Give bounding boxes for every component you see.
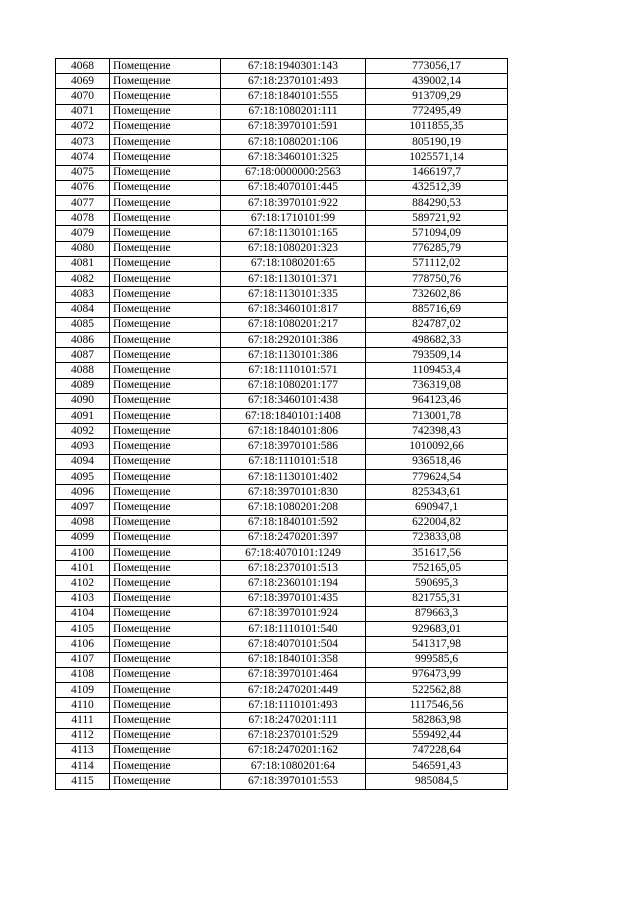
cadastral-number-cell: 67:18:2920101:386 [221,332,366,347]
row-number-cell: 4079 [56,226,110,241]
cadastral-value-cell: 622004,82 [366,515,508,530]
table-row [56,469,508,484]
table-row [56,530,508,545]
table-row [56,195,508,210]
object-type-cell: Помещение [110,180,221,195]
row-number-cell: 4074 [56,150,110,165]
cadastral-number-cell: 67:18:1080201:65 [221,256,366,271]
row-number-cell: 4073 [56,135,110,150]
cadastral-number-cell: 67:18:2470201:449 [221,682,366,697]
table-row [56,485,508,500]
table-row [56,622,508,637]
cadastral-number-cell: 67:18:1110101:540 [221,622,366,637]
object-type-cell: Помещение [110,454,221,469]
cadastral-value-cell: 793509,14 [366,348,508,363]
row-number-cell: 4105 [56,622,110,637]
cadastral-number-cell: 67:18:3970101:435 [221,591,366,606]
row-number-cell: 4080 [56,241,110,256]
cadastral-number-cell: 67:18:3970101:553 [221,774,366,789]
cadastral-value-cell: 778750,76 [366,272,508,287]
cadastral-value-cell: 522562,88 [366,682,508,697]
object-type-cell: Помещение [110,104,221,119]
table-row [56,591,508,606]
row-number-cell: 4107 [56,652,110,667]
cadastral-number-cell: 67:18:1080201:217 [221,317,366,332]
cadastral-value-cell: 752165,05 [366,561,508,576]
table-row [56,454,508,469]
object-type-cell: Помещение [110,256,221,271]
object-type-cell: Помещение [110,469,221,484]
cadastral-value-cell: 589721,92 [366,211,508,226]
cadastral-number-cell: 67:18:1130101:165 [221,226,366,241]
table-row [56,332,508,347]
table-row [56,728,508,743]
row-number-cell: 4085 [56,317,110,332]
table-row [56,515,508,530]
cadastral-value-cell: 964123,46 [366,393,508,408]
cadastral-value-cell: 736319,08 [366,378,508,393]
cadastral-value-cell: 723833,08 [366,530,508,545]
object-type-cell: Помещение [110,591,221,606]
table-row [56,241,508,256]
table-row [56,272,508,287]
cadastral-value-cell: 546591,43 [366,759,508,774]
row-number-cell: 4098 [56,515,110,530]
table-row [56,698,508,713]
row-number-cell: 4094 [56,454,110,469]
object-type-cell: Помещение [110,713,221,728]
cadastral-value-cell: 779624,54 [366,469,508,484]
table-row [56,576,508,591]
object-type-cell: Помещение [110,302,221,317]
row-number-cell: 4072 [56,119,110,134]
cadastral-value-cell: 582863,98 [366,713,508,728]
table-row [56,713,508,728]
object-type-cell: Помещение [110,150,221,165]
cadastral-value-cell: 929683,01 [366,622,508,637]
object-type-cell: Помещение [110,576,221,591]
table-row [56,439,508,454]
row-number-cell: 4110 [56,698,110,713]
row-number-cell: 4083 [56,287,110,302]
row-number-cell: 4092 [56,424,110,439]
object-type-cell: Помещение [110,774,221,789]
table-row [56,378,508,393]
object-type-cell: Помещение [110,515,221,530]
object-type-cell: Помещение [110,135,221,150]
cadastral-value-cell: 1466197,7 [366,165,508,180]
cadastral-value-cell: 821755,31 [366,591,508,606]
object-type-cell: Помещение [110,667,221,682]
object-type-cell: Помещение [110,226,221,241]
cadastral-number-cell: 67:18:2470201:111 [221,713,366,728]
table-row [56,165,508,180]
table-row [56,743,508,758]
object-type-cell: Помещение [110,241,221,256]
object-type-cell: Помещение [110,409,221,424]
cadastral-value-cell: 913709,29 [366,89,508,104]
cadastral-number-cell: 67:18:3970101:464 [221,667,366,682]
row-number-cell: 4090 [56,393,110,408]
object-type-cell: Помещение [110,728,221,743]
table-row [56,546,508,561]
row-number-cell: 4108 [56,667,110,682]
row-number-cell: 4109 [56,682,110,697]
cadastral-number-cell: 67:18:3460101:438 [221,393,366,408]
table-body [56,59,508,790]
object-type-cell: Помещение [110,606,221,621]
table-row [56,682,508,697]
row-number-cell: 4101 [56,561,110,576]
cadastral-value-cell: 432512,39 [366,180,508,195]
table-row [56,287,508,302]
cadastral-value-cell: 747228,64 [366,743,508,758]
object-type-cell: Помещение [110,698,221,713]
row-number-cell: 4076 [56,180,110,195]
table-row [56,119,508,134]
object-type-cell: Помещение [110,317,221,332]
object-type-cell: Помещение [110,348,221,363]
cadastral-number-cell: 67:18:2370101:513 [221,561,366,576]
table-row [56,759,508,774]
cadastral-number-cell: 67:18:1130101:386 [221,348,366,363]
table-row [56,89,508,104]
cadastral-number-cell: 67:18:1710101:99 [221,211,366,226]
row-number-cell: 4077 [56,195,110,210]
object-type-cell: Помещение [110,378,221,393]
cadastral-number-cell: 67:18:1130101:371 [221,272,366,287]
object-type-cell: Помещение [110,682,221,697]
object-type-cell: Помещение [110,119,221,134]
cadastral-number-cell: 67:18:2370101:529 [221,728,366,743]
cadastral-value-cell: 885716,69 [366,302,508,317]
cadastral-number-cell: 67:18:1080201:323 [221,241,366,256]
object-type-cell: Помещение [110,485,221,500]
table-row [56,424,508,439]
cadastral-number-cell: 67:18:1080201:64 [221,759,366,774]
cadastral-number-cell: 67:18:1110101:518 [221,454,366,469]
object-type-cell: Помещение [110,546,221,561]
cadastral-value-cell: 439002,14 [366,74,508,89]
object-type-cell: Помещение [110,743,221,758]
cadastral-value-cell: 1025571,14 [366,150,508,165]
cadastral-number-cell: 67:18:1110101:493 [221,698,366,713]
cadastral-number-cell: 67:18:1840101:1408 [221,409,366,424]
row-number-cell: 4070 [56,89,110,104]
cadastral-value-cell: 590695,3 [366,576,508,591]
row-number-cell: 4081 [56,256,110,271]
cadastral-number-cell: 67:18:1840101:592 [221,515,366,530]
object-type-cell: Помещение [110,622,221,637]
object-type-cell: Помещение [110,363,221,378]
object-type-cell: Помещение [110,287,221,302]
cadastral-value-cell: 559492,44 [366,728,508,743]
row-number-cell: 4078 [56,211,110,226]
cadastral-value-cell: 884290,53 [366,195,508,210]
object-type-cell: Помещение [110,759,221,774]
cadastral-number-cell: 67:18:4070101:445 [221,180,366,195]
table-row [56,409,508,424]
row-number-cell: 4096 [56,485,110,500]
object-type-cell: Помещение [110,89,221,104]
table-row [56,135,508,150]
table-row [56,363,508,378]
cadastral-value-cell: 776285,79 [366,241,508,256]
row-number-cell: 4095 [56,469,110,484]
cadastral-number-cell: 67:18:3970101:924 [221,606,366,621]
cadastral-number-cell: 67:18:1840101:806 [221,424,366,439]
cadastral-value-cell: 936518,46 [366,454,508,469]
row-number-cell: 4084 [56,302,110,317]
cadastral-value-cell: 1011855,35 [366,119,508,134]
cadastral-number-cell: 67:18:2370101:493 [221,74,366,89]
cadastral-number-cell: 67:18:1130101:335 [221,287,366,302]
cadastral-number-cell: 67:18:1080201:111 [221,104,366,119]
cadastral-number-cell: 67:18:3460101:817 [221,302,366,317]
cadastral-number-cell: 67:18:0000000:2563 [221,165,366,180]
table-row [56,561,508,576]
cadastral-value-cell: 690947,1 [366,500,508,515]
table-row [56,104,508,119]
row-number-cell: 4075 [56,165,110,180]
object-type-cell: Помещение [110,561,221,576]
cadastral-value-cell: 985084,5 [366,774,508,789]
cadastral-number-cell: 67:18:4070101:504 [221,637,366,652]
table-row [56,256,508,271]
cadastral-value-cell: 351617,56 [366,546,508,561]
cadastral-number-cell: 67:18:1130101:402 [221,469,366,484]
cadastral-value-cell: 713001,78 [366,409,508,424]
cadastral-value-table [55,58,508,790]
cadastral-number-cell: 67:18:3970101:830 [221,485,366,500]
cadastral-value-cell: 742398,43 [366,424,508,439]
cadastral-value-cell: 498682,33 [366,332,508,347]
row-number-cell: 4104 [56,606,110,621]
row-number-cell: 4087 [56,348,110,363]
object-type-cell: Помещение [110,500,221,515]
row-number-cell: 4088 [56,363,110,378]
table-row [56,348,508,363]
row-number-cell: 4086 [56,332,110,347]
cadastral-value-cell: 773056,17 [366,59,508,74]
table-row [56,606,508,621]
object-type-cell: Помещение [110,530,221,545]
cadastral-number-cell: 67:18:1110101:571 [221,363,366,378]
cadastral-number-cell: 67:18:1080201:177 [221,378,366,393]
row-number-cell: 4069 [56,74,110,89]
cadastral-value-cell: 999585,6 [366,652,508,667]
cadastral-number-cell: 67:18:2360101:194 [221,576,366,591]
object-type-cell: Помещение [110,439,221,454]
table-row [56,74,508,89]
cadastral-value-cell: 805190,19 [366,135,508,150]
row-number-cell: 4097 [56,500,110,515]
object-type-cell: Помещение [110,74,221,89]
row-number-cell: 4103 [56,591,110,606]
table-row [56,150,508,165]
cadastral-value-cell: 571112,02 [366,256,508,271]
cadastral-number-cell: 67:18:2470201:397 [221,530,366,545]
cadastral-value-cell: 732602,86 [366,287,508,302]
row-number-cell: 4071 [56,104,110,119]
cadastral-number-cell: 67:18:3460101:325 [221,150,366,165]
object-type-cell: Помещение [110,652,221,667]
table-row [56,226,508,241]
object-type-cell: Помещение [110,272,221,287]
object-type-cell: Помещение [110,332,221,347]
table-row [56,667,508,682]
table-row [56,317,508,332]
cadastral-value-cell: 571094,09 [366,226,508,241]
cadastral-value-cell: 1109453,4 [366,363,508,378]
cadastral-number-cell: 67:18:1080201:208 [221,500,366,515]
table-row [56,652,508,667]
cadastral-value-cell: 541317,98 [366,637,508,652]
cadastral-number-cell: 67:18:3970101:591 [221,119,366,134]
object-type-cell: Помещение [110,424,221,439]
row-number-cell: 4115 [56,774,110,789]
cadastral-number-cell: 67:18:1940301:143 [221,59,366,74]
table-row [56,211,508,226]
cadastral-number-cell: 67:18:1840101:555 [221,89,366,104]
cadastral-value-cell: 1117546,56 [366,698,508,713]
table-row [56,500,508,515]
cadastral-value-cell: 824787,02 [366,317,508,332]
cadastral-value-cell: 1010092,66 [366,439,508,454]
table-row [56,393,508,408]
row-number-cell: 4082 [56,272,110,287]
row-number-cell: 4114 [56,759,110,774]
object-type-cell: Помещение [110,165,221,180]
cadastral-value-cell: 825343,61 [366,485,508,500]
row-number-cell: 4093 [56,439,110,454]
row-number-cell: 4113 [56,743,110,758]
table-row [56,302,508,317]
table-row [56,774,508,789]
object-type-cell: Помещение [110,393,221,408]
row-number-cell: 4106 [56,637,110,652]
row-number-cell: 4099 [56,530,110,545]
table-row [56,637,508,652]
cadastral-number-cell: 67:18:3970101:586 [221,439,366,454]
row-number-cell: 4091 [56,409,110,424]
table-row [56,59,508,74]
row-number-cell: 4100 [56,546,110,561]
cadastral-value-cell: 772495,49 [366,104,508,119]
cadastral-number-cell: 67:18:1080201:106 [221,135,366,150]
cadastral-number-cell: 67:18:2470201:162 [221,743,366,758]
object-type-cell: Помещение [110,195,221,210]
row-number-cell: 4112 [56,728,110,743]
cadastral-number-cell: 67:18:3970101:922 [221,195,366,210]
cadastral-value-cell: 976473,99 [366,667,508,682]
object-type-cell: Помещение [110,59,221,74]
table-row [56,180,508,195]
row-number-cell: 4102 [56,576,110,591]
object-type-cell: Помещение [110,211,221,226]
cadastral-value-cell: 879663,3 [366,606,508,621]
cadastral-number-cell: 67:18:1840101:358 [221,652,366,667]
row-number-cell: 4068 [56,59,110,74]
row-number-cell: 4089 [56,378,110,393]
object-type-cell: Помещение [110,637,221,652]
row-number-cell: 4111 [56,713,110,728]
cadastral-number-cell: 67:18:4070101:1249 [221,546,366,561]
